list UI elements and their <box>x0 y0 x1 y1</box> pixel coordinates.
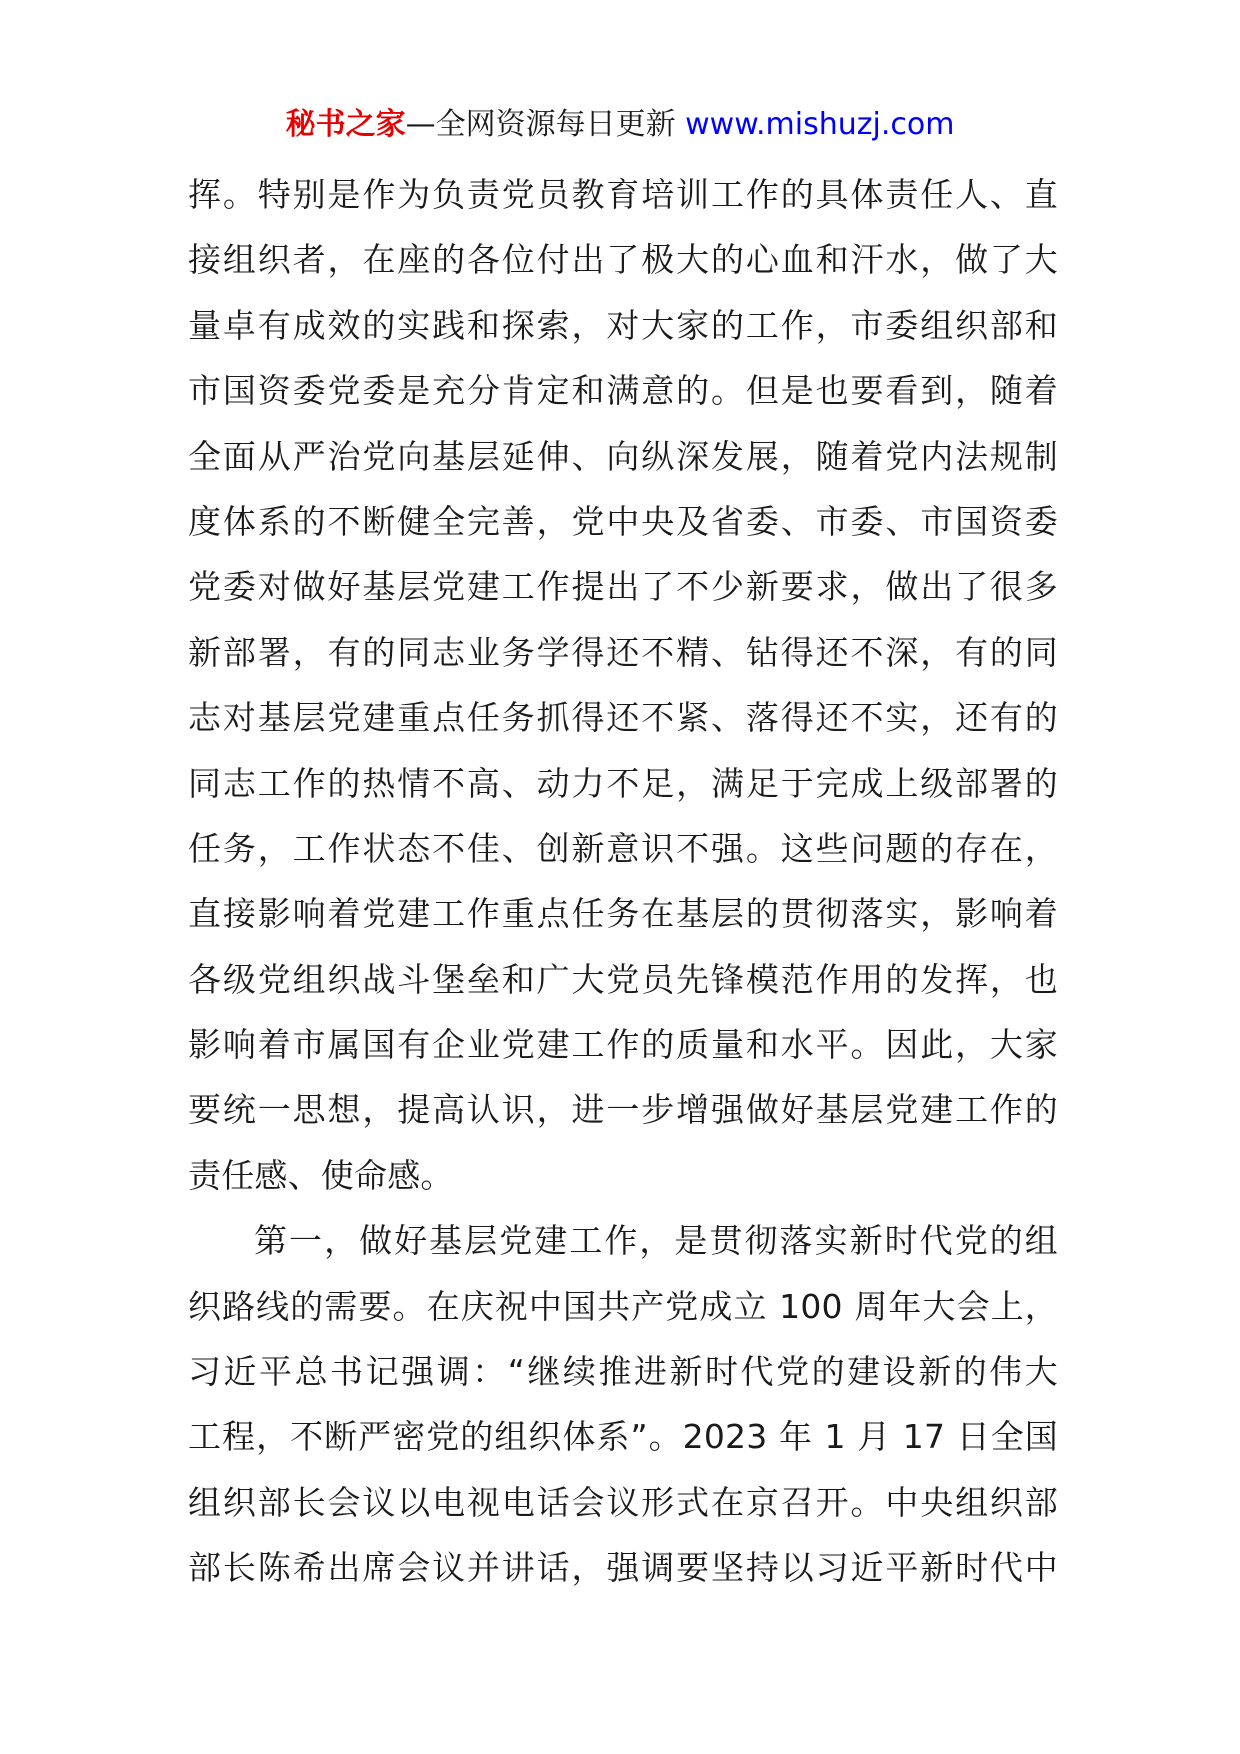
text-line: 要统一思想，提高认识，进一步增强做好基层党建工作的 <box>188 1090 1058 1130</box>
text-line: 量卓有成效的实践和探索，对大家的工作，市委组织部和 <box>188 305 1058 345</box>
text-line: 习近平总书记强调：“继续推进新时代党的建设新的伟大 <box>188 1352 1058 1392</box>
text-line: 组织部长会议以电视电话会议形式在京召开。中央组织部 <box>188 1482 1058 1522</box>
text-line: 挥。特别是作为负责党员教育培训工作的具体责任人、直 <box>188 175 1058 214</box>
text-line: 责任感、使命感。 <box>188 1155 454 1195</box>
page-header <box>0 98 1240 152</box>
text-line: 市国资委党委是充分肯定和满意的。但是也要看到，随着 <box>188 371 1058 411</box>
text-line: 新部署，有的同志业务学得还不精、钻得还不深，有的同 <box>188 632 1058 672</box>
text-line: 织路线的需要。在庆祝中国共产党成立 100 周年大会上， <box>188 1286 1058 1326</box>
text-line: 第一，做好基层党建工作，是贯彻落实新时代党的组 <box>254 1221 1058 1261</box>
text-line: 同志工作的热情不高、动力不足，满足于完成上级部署的 <box>188 763 1058 803</box>
text-line: 工程，不断严密党的组织体系”。2023 年 1 月 17 日全国 <box>188 1417 1058 1457</box>
text-line: 接组织者，在座的各位付出了极大的心血和汗水，做了大 <box>188 240 1058 280</box>
text-line: 度体系的不断健全完善，党中央及省委、市委、市国资委 <box>188 501 1058 541</box>
text-line: 党委对做好基层党建工作提出了不少新要求，做出了很多 <box>188 567 1058 607</box>
text-line: 影响着市属国有企业党建工作的质量和水平。因此，大家 <box>188 1025 1058 1065</box>
text-line: 志对基层党建重点任务抓得还不紧、落得还不实，还有的 <box>188 698 1058 738</box>
text-line: 任务，工作状态不佳、创新意识不强。这些问题的存在， <box>188 828 1058 868</box>
document-body <box>188 162 1058 1601</box>
site-url-link[interactable]: www.mishuzj.com <box>685 107 955 142</box>
text-line: 部长陈希出席会议并讲话，强调要坚持以习近平新时代中 <box>188 1548 1058 1588</box>
brand-name: 秘书之家 <box>285 107 406 142</box>
header-tagline: —全网资源每日更新 <box>405 107 676 142</box>
text-line: 各级党组织战斗堡垒和广大党员先锋模范作用的发挥，也 <box>188 959 1058 999</box>
text-line: 全面从严治党向基层延伸、向纵深发展，随着党内法规制 <box>188 436 1058 476</box>
text-line: 直接影响着党建工作重点任务在基层的贯彻落实，影响着 <box>188 894 1058 934</box>
